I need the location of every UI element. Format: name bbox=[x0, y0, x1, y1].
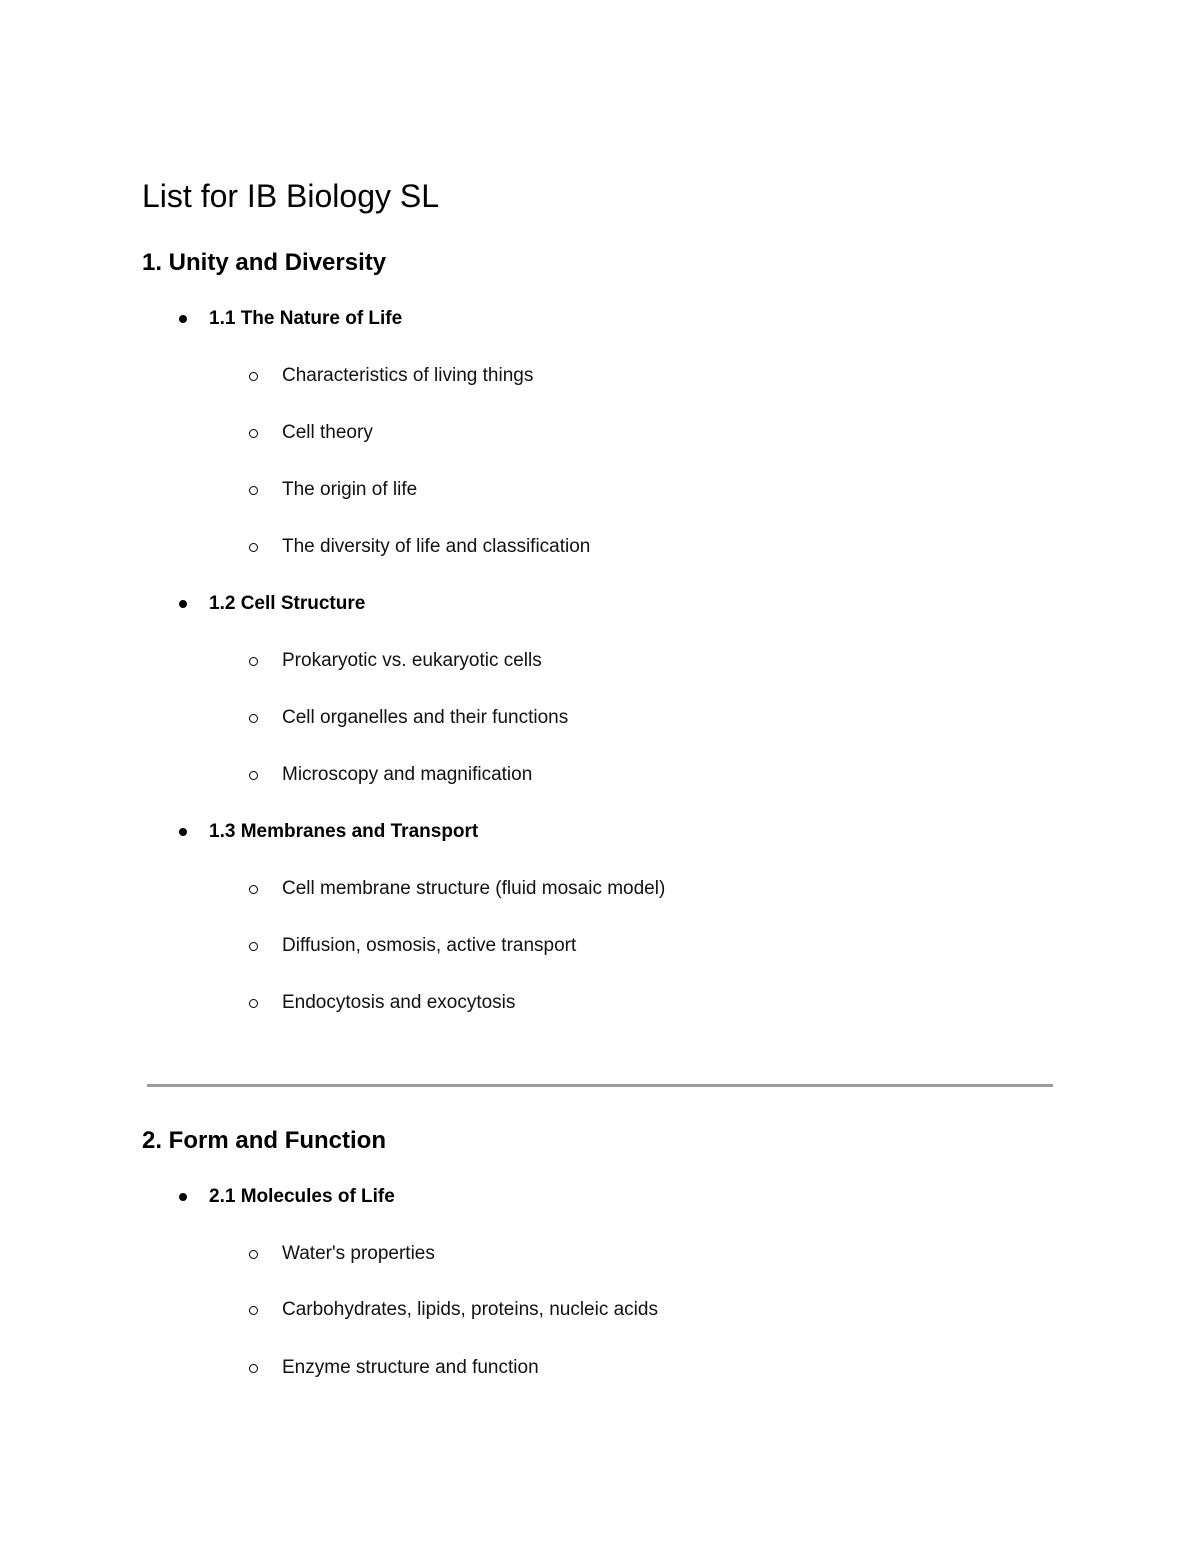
list-item bbox=[247, 420, 373, 446]
hollow-bullet-icon bbox=[249, 657, 258, 666]
list-item bbox=[247, 363, 533, 389]
list-item-text: Cell theory bbox=[282, 422, 373, 443]
list-item bbox=[247, 534, 590, 560]
subsection-label: 1.3 Membranes and Transport bbox=[209, 821, 479, 842]
list-item bbox=[247, 933, 576, 959]
subsection-item bbox=[176, 819, 478, 845]
hollow-bullet-icon bbox=[249, 714, 258, 723]
hollow-bullet-icon bbox=[249, 1250, 258, 1259]
list-item-text: Enzyme structure and function bbox=[282, 1357, 539, 1378]
hollow-bullet-icon bbox=[249, 999, 258, 1008]
list-item-text: The diversity of life and classification bbox=[282, 536, 591, 557]
list-item-text: Carbohydrates, lipids, proteins, nucleic acids bbox=[282, 1299, 658, 1320]
hollow-bullet-icon bbox=[249, 771, 258, 780]
filled-bullet-icon bbox=[179, 600, 187, 608]
hollow-bullet-icon bbox=[249, 372, 258, 381]
list-item-text: The origin of life bbox=[282, 479, 418, 500]
list-item-text: Water's properties bbox=[282, 1243, 435, 1264]
hollow-bullet-icon bbox=[249, 942, 258, 951]
filled-bullet-icon bbox=[179, 828, 187, 836]
hollow-bullet-icon bbox=[249, 429, 258, 438]
hollow-bullet-icon bbox=[249, 1306, 258, 1315]
list-item bbox=[247, 705, 568, 731]
list-item-text: Characteristics of living things bbox=[282, 365, 534, 386]
document-title: List for IB Biology SL bbox=[142, 178, 440, 214]
subsection-item bbox=[176, 1184, 395, 1210]
subsection-label: 1.1 The Nature of Life bbox=[209, 308, 403, 329]
filled-bullet-icon bbox=[179, 1193, 187, 1201]
list-item bbox=[247, 477, 417, 503]
subsection-label: 1.2 Cell Structure bbox=[209, 593, 366, 614]
list-item bbox=[247, 990, 515, 1016]
list-item-text: Cell organelles and their functions bbox=[282, 707, 569, 728]
horizontal-divider bbox=[147, 1084, 1053, 1087]
subsection-item bbox=[176, 306, 402, 332]
hollow-bullet-icon bbox=[249, 1364, 258, 1373]
subsection-item bbox=[176, 591, 365, 617]
list-item bbox=[247, 876, 665, 902]
list-item-text: Diffusion, osmosis, active transport bbox=[282, 935, 577, 956]
list-item bbox=[247, 1297, 658, 1323]
list-item-text: Cell membrane structure (fluid mosaic model) bbox=[282, 878, 666, 899]
filled-bullet-icon bbox=[179, 315, 187, 323]
hollow-bullet-icon bbox=[249, 486, 258, 495]
section-heading-form-and-function: 2. Form and Function bbox=[142, 1127, 386, 1154]
list-item-text: Microscopy and magnification bbox=[282, 764, 533, 785]
section-heading-unity-and-diversity: 1. Unity and Diversity bbox=[142, 249, 387, 276]
subsection-label: 2.1 Molecules of Life bbox=[209, 1186, 395, 1207]
list-item bbox=[247, 648, 542, 674]
list-item bbox=[247, 1241, 435, 1267]
list-item bbox=[247, 762, 532, 788]
list-item bbox=[247, 1355, 539, 1381]
hollow-bullet-icon bbox=[249, 885, 258, 894]
list-item-text: Endocytosis and exocytosis bbox=[282, 992, 516, 1013]
hollow-bullet-icon bbox=[249, 543, 258, 552]
list-item-text: Prokaryotic vs. eukaryotic cells bbox=[282, 650, 542, 671]
